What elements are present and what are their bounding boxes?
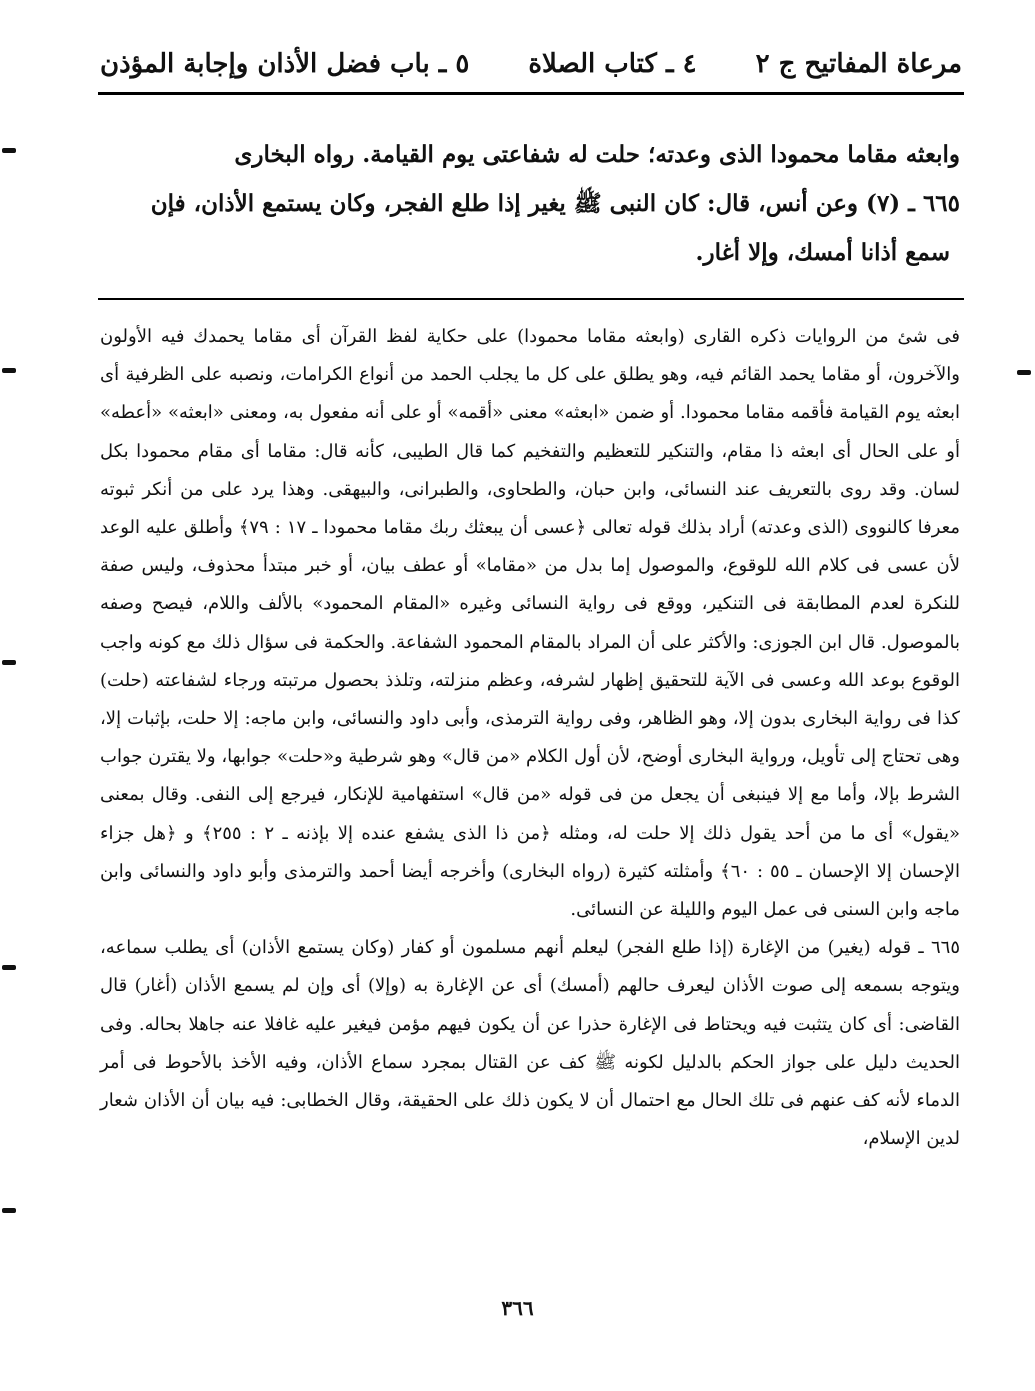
commentary-paragraph-2: ٦٦٥ ـ قوله (يغير) من الإغارة (إذا طلع الفجر) ليعلم أنهم مسلمون أو كفار (وكان يستمع الأذان) أى يطلب سماعه، ويتوجه بسمعه إلى صوت الأذان ليعرف حالهم (أمسك) أى عن الإغارة به (وإلا) أى وإن لم يسمع الأذان (أغار) قال القاضى: أى كان يتثبت فيه ويحتاط فى الإغارة حذرا عن أن يكون فيهم مؤمن فيغير عليه غافلا عنه جاهلا بحاله. وفى الحديث دليل على جواز الحكم بالدليل لكونه ﷺ كف عن القتال بمجرد سماع الأذان، وفيه الأخذ بالأحوط فى أمر الدماء لأنه كف عنهم فى تلك الحال مع احتمال أن لا يكون ذلك على الحقيقة، وقال الخطابى: فيه بيان أن الأذان شعار لدين الإسلام، <box>100 937 960 1150</box>
scan-margin-mark <box>2 368 16 373</box>
commentary-paragraph-1: فى شئ من الروايات ذكره القارى (وابعثه مقاما محمودا) على حكاية لفظ القرآن أى مقاما يحمدك فيه الأولون والآخرون، أو مقاما يحمد القائم فيه، وهو يطلق على كل ما يجلب الحمد من أنواع الكرامات، ونصبه على الظرفية أى ابعثه يوم القيامة فأقمه مقاما محمودا. أو ضمن «ابعثه» معنى «أقمه» أو على أنه مفعول به، ومعنى «ابعثه» «أعطه» أو على الحال أى ابعثه ذا مقام، والتنكير للتعظيم والتفخيم كما قال الطيبى، كأنه قال: مقاما أى مقام محمودا بكل لسان. وقد روى بالتعريف عند النسائى، وابن حبان، والطحاوى، والطبرانى، والبيهقى. وهذا يرد على من أنكر ثبوته معرفا كالنووى (الذى وعدته) أراد بذلك قوله تعالى ﴿عسى أن يبعثك ربك مقاما محمودا ـ ١٧ : ٧٩﴾ وأطلق عليه الوعد لأن عسى فى كلام الله للوقوع، والموصول إما بدل من «مقاما» أو عطف بيان، أو خبر مبتدأ محذوف، وليس صفة للنكرة لعدم المطابقة فى التنكير، ووقع فى رواية النسائى وغيره «المقام المحمود» بالألف واللام، فيصح وصفه بالموصول. قال ابن الجوزى: والأكثر على أن المراد بالمقام المحمود الشفاعة. والحكمة فى سؤال ذلك مع كونه واجب الوقوع بوعد الله وعسى فى الآية للتحقيق إظهار لشرفه، وعظم منزلته، وتلذذ بحصول مرتبته ورجاء لشفاعته (حلت) كذا فى رواية البخارى بدون إلا، وهو الظاهر، وفى رواية الترمذى، وأبى داود والنسائى، وابن ماجه: إلا حلت، بإثبات إلا، وهى تحتاج إلى تأويل، ورواية البخارى أوضح، لأن أول الكلام «من قال» وهو شرطية و«حلت» جوابها، ولا يقترن جواب الشرط بإلا، وأما مع إلا فينبغى أن يجعل من فى قوله «من قال» استفهامية للإنكار، فيرجع إلى النفى. وقال بمعنى «يقول» أى ما من أحد يقول ذلك إلا حلت له، ومثله ﴿من ذا الذى يشفع عنده إلا بإذنه ـ ٢ : ٢٥٥﴾ و ﴿هل جزاء الإحسان إلا الإحسان ـ ٥٥ : ٦٠﴾ وأمثلته كثيرة (رواه البخارى) وأخرجه أيضا أحمد والترمذى وأبو داود والنسائى وابن ماجه وابن السنى فى عمل اليوم والليلة عن النسائى. <box>100 326 960 921</box>
section-divider <box>98 298 964 300</box>
hadith-text-block <box>100 130 960 277</box>
hadith-line-3: سمع أذانا أمسك، وإلا أغار. <box>695 239 950 266</box>
scan-margin-mark <box>2 660 16 665</box>
header-rule <box>98 92 964 95</box>
header-bab: ٥ ـ باب فضل الأذان وإجابة المؤذن <box>100 49 470 79</box>
scan-margin-mark <box>2 1208 16 1213</box>
scan-margin-mark <box>2 965 16 970</box>
scan-margin-mark <box>2 148 16 153</box>
hadith-line-2: ٦٦٥ ـ (٧) وعن أنس، قال: كان النبى ﷺ يغير إذا طلع الفجر، وكان يستمع الأذان، فإن <box>150 190 960 217</box>
running-header <box>100 44 962 84</box>
scan-margin-mark <box>1017 370 1031 375</box>
page-number: ٣٦٦ <box>501 1296 534 1320</box>
header-book-title: مرعاة المفاتيح ج ٢ <box>755 49 962 79</box>
header-kitab: ٤ ـ كتاب الصلاة <box>528 49 697 79</box>
commentary-block <box>100 318 960 1158</box>
hadith-line-1: وابعثه مقاما محمودا الذى وعدته؛ حلت له شفاعتى يوم القيامة. رواه البخارى <box>234 141 960 168</box>
